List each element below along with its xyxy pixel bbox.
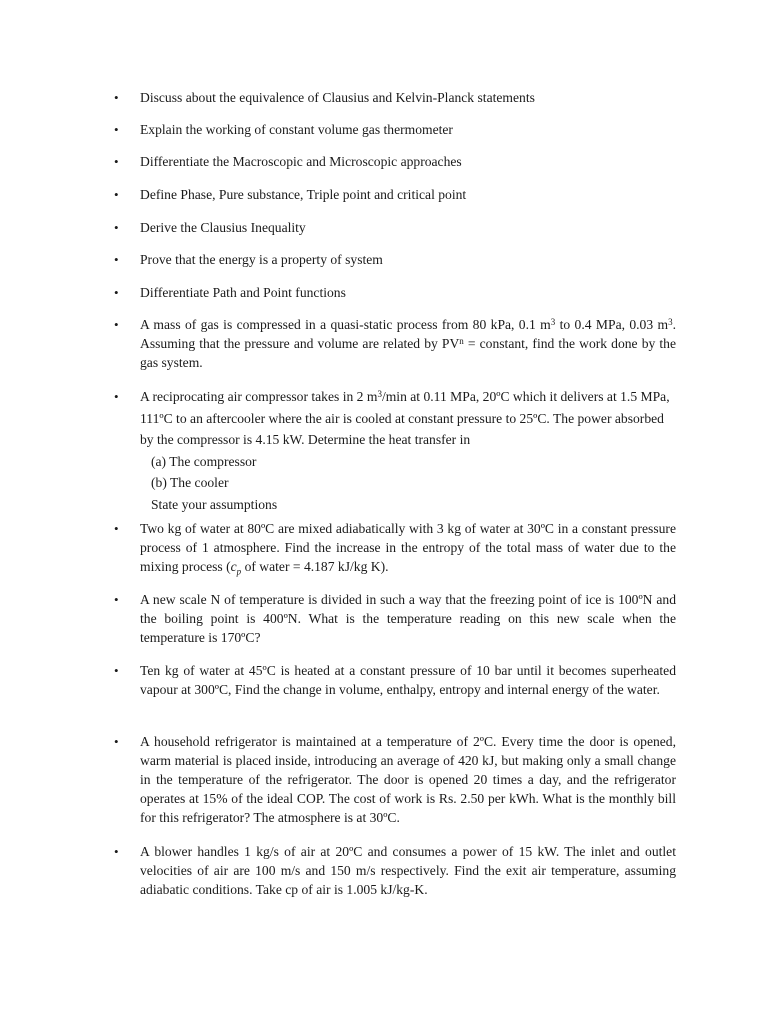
bullet-icon: • (114, 734, 119, 749)
list-item (114, 315, 676, 372)
bullet-icon: • (114, 187, 119, 202)
assumptions-note: State your assumptions (151, 496, 278, 512)
sub-item-b: (b) The cooler (151, 475, 229, 490)
sub-item-a: (a) The compressor (151, 453, 257, 469)
bullet-icon: • (114, 521, 119, 536)
question-text: Prove that the energy is a property of system (140, 252, 383, 267)
bullet-icon: • (114, 285, 119, 300)
bullet-icon: • (114, 663, 119, 678)
bullet-icon: • (114, 844, 119, 859)
list-item (114, 185, 676, 204)
bullet-icon: • (114, 220, 119, 235)
list-item (114, 88, 676, 107)
list-item (114, 732, 676, 827)
bullet-icon: • (114, 122, 119, 137)
bullet-icon: • (114, 252, 119, 267)
bullet-icon: • (114, 389, 119, 404)
list-item (114, 218, 676, 237)
question-text: Explain the working of constant volume gas thermometer (140, 122, 453, 137)
list-item (114, 250, 676, 269)
list-item (114, 661, 676, 699)
question-text: Ten kg of water at 45ºC is heated at a constant pressure of 10 bar until it becomes superheated vapour at 300ºC, Find the change in volume, enthalpy, entropy and internal energy of the water. (140, 663, 676, 697)
question-text: A household refrigerator is maintained at a temperature of 2ºC. Every time the door is opened, warm material is placed inside, introducing an average of 420 kJ, but making only a small change in the temperature of the refrigerator. The door is opened 20 times a day, and the refrigerator operates at 15% of the ideal COP. The cost of work is Rs. 2.50 per kWh. What is the monthly bill for this refrigerator? The atmosphere is at 30ºC. (140, 734, 676, 825)
question-text: A new scale N of temperature is divided in such a way that the freezing point of ice is 100ºN and the boiling point is 400ºN. What is the temperature reading on this new scale when the temperature is 170ºC? (140, 592, 676, 645)
question-text: Define Phase, Pure substance, Triple point and critical point (140, 187, 467, 202)
list-item (114, 386, 676, 515)
list-item (114, 842, 676, 899)
bullet-icon: • (114, 317, 119, 332)
list-item (114, 519, 676, 576)
list-item (114, 590, 676, 647)
bullet-icon: • (114, 90, 119, 105)
bullet-icon: • (114, 154, 119, 169)
question-text: Discuss about the equivalence of Clausius and Kelvin-Planck statements (140, 90, 535, 105)
question-text: Two kg of water at 80ºC are mixed adiabatically with 3 kg of water at 30ºC in a constant pressure process of 1 atmosphere. Find the increase in the entropy of the total mass of water due to the mixing process ($c_p$ of water = 4.187 kJ/kg K). (140, 521, 676, 577)
list-item (114, 120, 676, 139)
question-text: A mass of gas is compressed in a quasi-static process from 80 kPa, 0.1 $m^3$ to 0.4 MPa, 0.03 $m^3$. Assuming that the pressure and volume are related by $PV^n$ = constant, find the work done by the gas system. (140, 317, 676, 370)
bullet-icon: • (114, 592, 119, 607)
question-text: A reciprocating air compressor takes in 2 $m^3/\min$ at 0.11 MPa, 20ºC which it delivers at 1.5 MPa, 111ºC to an aftercooler where the air is cooled at constant pressure to 25ºC. The power absorbed by the compressor is 4.15 kW. Determine the heat transfer in (140, 389, 670, 447)
question-text: A blower handles 1 kg/s of air at 20ºC and consumes a power of 15 kW. The inlet and outlet velocities of air are 100 m/s and 150 m/s respectively. Find the exit air temperature, assuming adiabatic conditions. Take cp of air is 1.005 kJ/kg-K. (140, 844, 676, 897)
question-text: Differentiate Path and Point functions (140, 285, 346, 300)
question-text: Derive the Clausius Inequality (140, 220, 306, 235)
list-item (114, 283, 676, 302)
list-item (114, 152, 676, 171)
question-text: Differentiate the Macroscopic and Microscopic approaches (140, 154, 462, 169)
